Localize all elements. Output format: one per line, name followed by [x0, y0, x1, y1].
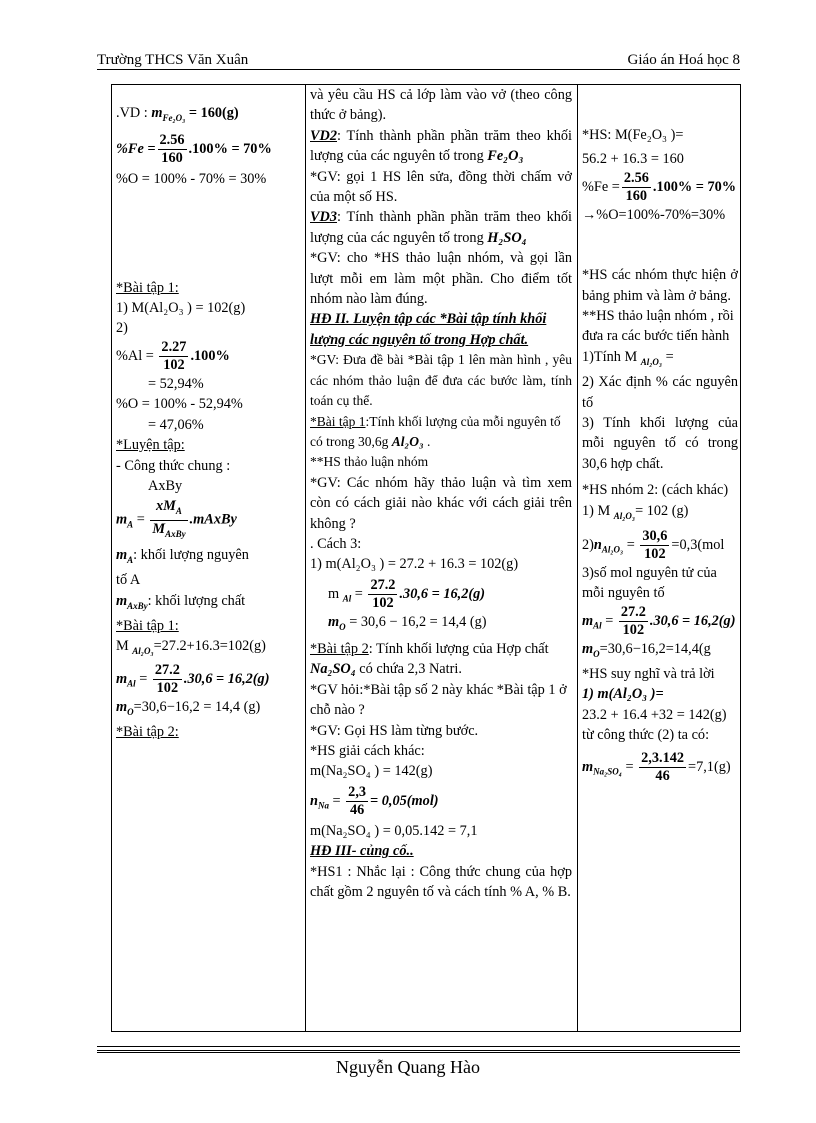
al-percent-line: %Al = $\frac{2.27}{102}$ .100% [116, 338, 230, 373]
method-3-mal: m $_{Al}$ = $\frac{27.2}{102}$ .30,6 = 16,2(g) [328, 576, 486, 611]
hs-o-percent: →%O=100%-70%=30% [582, 206, 726, 223]
m-na2so4-result: m(Na₂SO₄ ) = 0,05.142 = 7,1 [310, 822, 478, 839]
alt-step-3: 3)số mol nguyên tử của mỗi nguyên tố [582, 564, 717, 602]
page-header [97, 52, 740, 68]
method-3-mo: $m_O = 30,6 - 16,2 = 14,4$ (g) [328, 613, 487, 632]
al-percent-value: = 52,94% [148, 375, 204, 392]
gv-paragraph-4: *GV: Các nhóm hãy thảo luận và tìm xem còn có cách giải nào khác với cách giải trên không ? [310, 474, 572, 532]
o-percent-line-2: %O = 100% - 52,94% [116, 396, 243, 413]
author-name: Nguyễn Quang Hào [336, 1057, 480, 1077]
hs-fe-percent: %Fe = $\frac{2.56}{160}$ .100% = 70% [582, 169, 737, 204]
answer-result: $m_{Na_2SO_4}$ = $\frac{2,3.142}{46}$ =7,1(g) [582, 749, 731, 784]
hs-answer: *HS suy nghĩ và trả lời [582, 665, 715, 682]
step-2: 2) Xác định % các nguyên tố [582, 374, 738, 411]
general-formula-label: - Công thức chung : [116, 457, 231, 474]
alt-mo: $m_O=30,6-16,2=14,4(g$ [582, 640, 711, 659]
column-divider-1 [305, 85, 306, 1031]
vd3-paragraph: VD3: Tính thành phần phần trăm theo khối lượng của các nguyên tố trong H₂SO₄ [310, 209, 572, 246]
method-3-step-1: 1) m(Al₂O₃ ) = 27.2 + 16.3 = 102(g) [310, 556, 519, 573]
hs-discussion: **HS thảo luận nhóm [310, 454, 429, 470]
column-divider-2 [577, 85, 578, 1031]
method-3-label: . Cách 3: [310, 535, 362, 552]
n-na-line: $n_{Na}$ = $\frac{2,3}{46}$ = 0,05(mol) [310, 783, 439, 818]
teacher-activity-column [310, 85, 572, 902]
hs-group-work: *HS các nhóm thực hiện ở bảng phim và làm ở bảng. [582, 267, 738, 304]
hs-alternate-label: *HS giải cách khác: [310, 743, 425, 760]
answer-calc: 23.2 + 16.4 +32 = 142(g) [582, 706, 727, 723]
alt-step-1: 1) M $_{Al_2O_3}$= 102 (g) [582, 502, 689, 521]
exercise-1-mass: 1) M(Al₂O₃ ) = 102(g) [116, 300, 246, 317]
footer-double-rule [97, 1050, 740, 1053]
gv-steps: *GV: Gọi HS làm từng bước. [310, 722, 479, 739]
answer-from-formula: từ công thức (2) ta có: [582, 727, 710, 744]
ma-description-end: tố A [116, 572, 141, 589]
vd2-paragraph: VD2: Tính thành phần phần trăm theo khối lượng của các nguyên tố trong Fe₂O₃ [310, 127, 572, 165]
alt-step-2: $2)n_{Al_2O_3}$ = $\frac{30,6}{102}$ =0,3(mol [582, 527, 725, 562]
exercise-1b-title: *Bài tập 1: [116, 617, 179, 634]
hs-discussion-steps: **HS thảo luận nhóm , rồi đưa ra các bước tiến hành [582, 308, 734, 345]
activity-3-heading: HĐ III- củng cố.. [310, 843, 414, 860]
hs-molar-mass: *HS: M(Fe₂O₃ )= [582, 127, 684, 143]
practice-title: *Luyện tập: [116, 437, 185, 454]
hs-recap: *HS1 : Nhắc lại : Công thức chung của hợp chất gồm 2 nguyên tố và cách tính % A, % B. [310, 863, 572, 901]
exercise-1-title: *Bài tập 1: [116, 279, 179, 296]
gv-paragraph-1: *GV: gọi 1 HS lên sửa, đồng thời chấm vở của một số HS. [310, 168, 572, 206]
m-na2so4-line: m(Na₂SO₄ ) = 142(g) [310, 763, 433, 780]
header-rule [97, 69, 740, 70]
step-3: 3) Tính khối lượng của mỗi nguyên tố có trong 30,6 hợp chất. [582, 414, 738, 472]
mo-line: $m_O=30,6-16,2 = 14,4$ (g) [116, 698, 261, 717]
mal-line: $m_{Al}$ = $\frac{27.2}{102}$ .30,6 = 16,2(g) [116, 661, 270, 696]
instruction-paragraph: và yêu cầu HS cả lớp làm vào vở (theo công thức ở bảng). [310, 87, 572, 124]
gv-paragraph-3: *GV: Đưa đề bài *Bài tập 1 lên màn hình , yêu các nhóm thảo luận để đưa các bước làm, tính toán cụ thể. [310, 352, 572, 409]
step-1: 1)Tính M $_{Al_2O_3}$ = [582, 348, 674, 367]
student-activity-column [582, 85, 738, 785]
vd-mass-line: .VD : $m_{Fe_2O_3} = 160(g)$ [116, 105, 239, 123]
m-al2o3-line: M $_{Al_2O_3}$=27.2+16.3=102(g) [116, 638, 266, 657]
footer-rule [97, 1046, 740, 1047]
alt-mal: $m_{Al}$ = $\frac{27.2}{102}$ .30,6 = 16,2(g) [582, 603, 736, 638]
subject-title: Giáo án Hoá học 8 [627, 52, 740, 68]
gv-paragraph-2: *GV: cho *HS thảo luận nhóm, và gọi lần lượt mỗi em làm một phần. Cho điểm tốt nhóm nào làm đúng. [310, 250, 572, 308]
ma-formula: $m_A$ = $\frac{xM_A}{M_{AxBy}}$ .mAxBy [116, 498, 237, 540]
hs-group-2: *HS nhóm 2: (cách khác) [582, 482, 729, 499]
lesson-table [111, 84, 741, 1032]
content-column [116, 85, 302, 742]
gv-question: *GV hỏi:*Bài tập số 2 này khác *Bài tập 1 ở chỗ nào ? [310, 681, 567, 719]
o-percent-value: = 47,06% [148, 416, 204, 433]
mabxy-description: $m_{AxBy}$: khối lượng chất [116, 592, 246, 611]
ma-description: $m_A$: khối lượng nguyên [116, 547, 249, 565]
o-percent-line: %O = 100% - 70% = 30% [116, 171, 267, 188]
fe-percent-line: %Fe = $\frac{2.56}{160}$ .100% = 70% [116, 132, 272, 167]
exercise-2-paragraph: *Bài tập 2: Tính khối lượng của Hợp chất Na₂SO₄ có chứa 2,3 Natri. [310, 641, 549, 678]
step-2-label: 2) [116, 320, 128, 337]
exercise-2-title: *Bài tập 2: [116, 723, 179, 740]
general-formula: AxBy [148, 477, 183, 494]
activity-2-heading: HĐ II. Luyện tập các *Bài tập tính khối lượng các nguyên tố trong Hợp chất. [310, 311, 547, 348]
answer-step-1: 1) m(Al₂O₃ )= [582, 686, 664, 703]
hs-molar-calc: 56.2 + 16.3 = 160 [582, 151, 684, 168]
school-name: Trường THCS Văn Xuân [97, 52, 249, 68]
exercise-1-paragraph: *Bài tập 1:Tính khối lượng của mỗi nguyên tố có trong 30,6g Al₂O₃ . [310, 413, 561, 449]
